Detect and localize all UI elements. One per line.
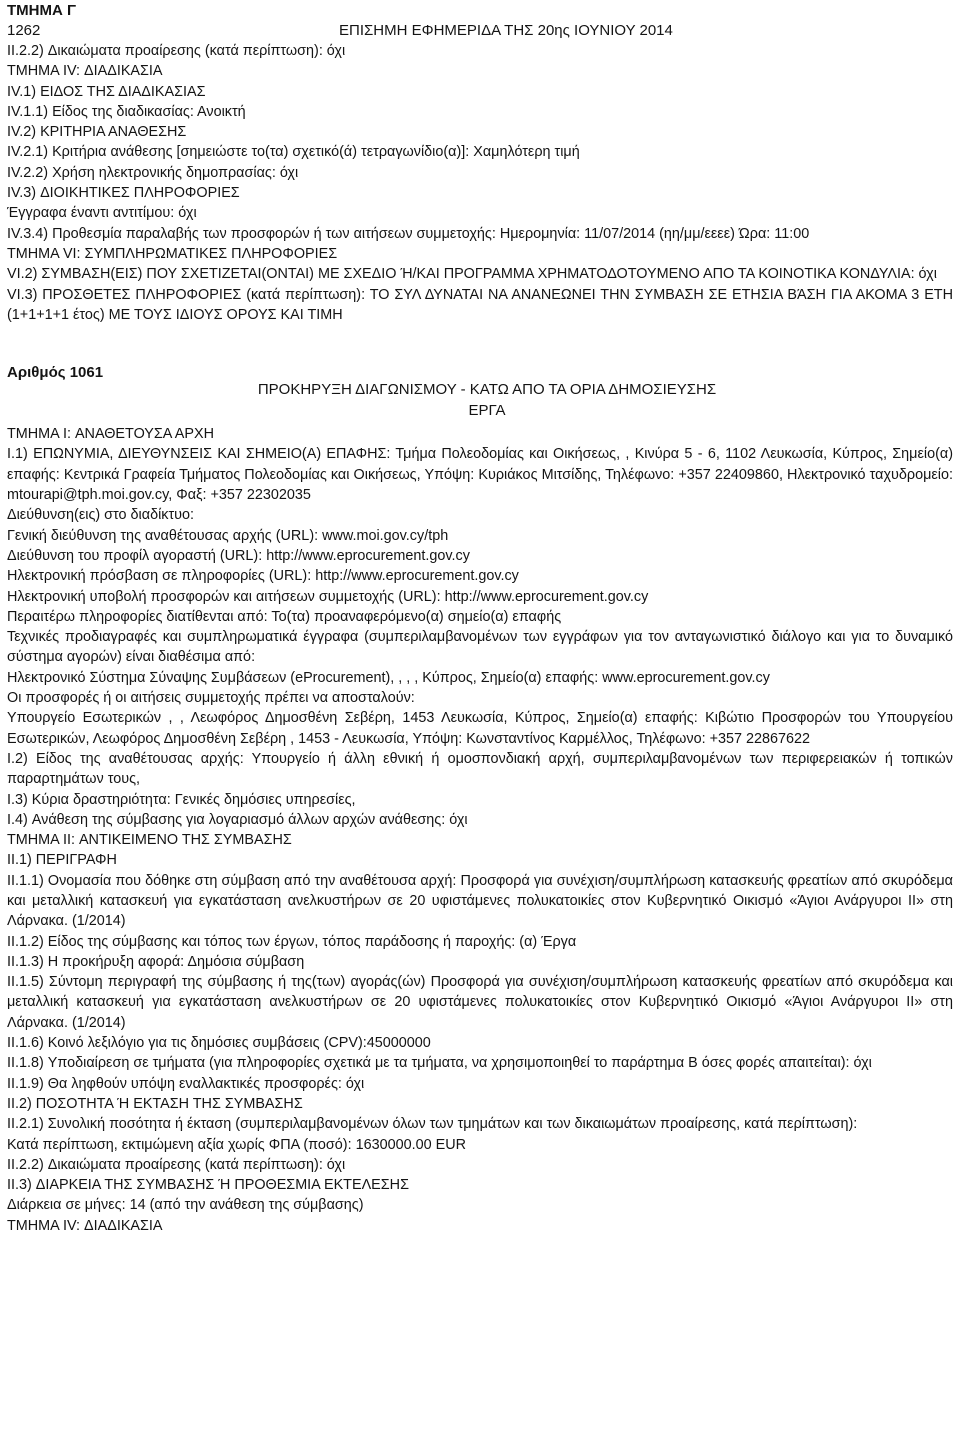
paragraph: I.2) Είδος της αναθέτουσας αρχής: Υπουργείο ή άλλη εθνική ή ομοσπονδιακή αρχή, συμπεριλαμβανομένων των περιφερειακών ή τοπικών παραρτημάτων τους, xyxy=(7,750,953,788)
paragraph: Περαιτέρω πληροφορίες διατίθενται από: Το(τα) προαναφερόμενο(α) σημείο(α) επαφής xyxy=(7,608,562,625)
paragraph: Ηλεκτρονική πρόσβαση σε πληροφορίες (URL): http://www.eprocurement.gov.cy xyxy=(7,568,519,585)
notice-number: Αριθμός 1061 xyxy=(7,364,104,382)
paragraph: Ηλεκτρονική υποβολή προσφορών και αιτήσεων συμμετοχής (URL): http://www.eprocurement.gov.cy xyxy=(7,588,649,605)
section-heading: ΤΜΗΜΑ I: ΑΝΑΘΕΤΟΥΣΑ ΑΡΧΗ xyxy=(7,426,214,443)
notice-header xyxy=(7,363,953,420)
document-body xyxy=(7,41,953,1236)
paragraph: IV.1.1) Είδος της διαδικασίας: Ανοικτή xyxy=(7,103,246,120)
section-heading: ΤΜΗΜΑ IV: ΔΙΑΔΙΚΑΣΙΑ xyxy=(7,63,163,80)
gazette-title: ΕΠΙΣΗΜΗ ΕΦΗΜΕΡΙΔΑ ΤΗΣ 20ης ΙΟΥΝΙΟΥ 2014 xyxy=(339,22,673,39)
paragraph: II.1.9) Θα ληφθούν υπόψη εναλλακτικές προσφορές: όχι xyxy=(7,1075,365,1092)
paragraph: II.2) ΠΟΣΟΤΗΤΑ Ή ΕΚΤΑΣΗ ΤΗΣ ΣΥΜΒΑΣΗΣ xyxy=(7,1095,303,1112)
paragraph: IV.2) ΚΡΙΤΗΡΙΑ ΑΝΑΘΕΣΗΣ xyxy=(7,124,187,141)
paragraph: II.1.8) Υποδιαίρεση σε τμήματα (για πληροφορίες σχετικά με τα τμήματα, να χρησιμοποιηθεί το παράρτημα Β όσες φορές απαιτείται): όχι xyxy=(7,1055,872,1072)
paragraph: Διεύθυνση του προφίλ αγοραστή (URL): http://www.eprocurement.gov.cy xyxy=(7,547,470,564)
paragraph: I.4) Ανάθεση της σύμβασης για λογαριασμό άλλων αρχών ανάθεσης: όχι xyxy=(7,811,468,828)
paragraph: Γενική διεύθυνση της αναθέτουσας αρχής (URL): www.moi.gov.cy/tph xyxy=(7,527,449,544)
paragraph: IV.3) ΔΙΟΙΚΗΤΙΚΕΣ ΠΛΗΡΟΦΟΡΙΕΣ xyxy=(7,185,240,202)
paragraph: Διάρκεια σε μήνες: 14 (από την ανάθεση της σύμβασης) xyxy=(7,1197,364,1214)
paragraph: Οι προσφορές ή οι αιτήσεις συμμετοχής πρέπει να αποσταλούν: xyxy=(7,690,415,707)
paragraph: Ηλεκτρονικό Σύστημα Σύναψης Συμβάσεων (eProcurement), , , , Κύπρος, Σημείο(α) επαφής: www.eprocurement.gov.cy xyxy=(7,669,770,686)
paragraph: II.1.5) Σύντομη περιγραφή της σύμβασης ή της(των) αγοράς(ών) Προσφορά για συνέχιση/συμπλήρωση κατασκευής φρεατίων από σκυρόδεμα και μεταλλική κατασκευή για εγκατάσταση ανελκυστήρων σε 20 υφιστάμενες πολυκατοικίες στον Κυβερνητικό Οικισμό «Άγιοι Ανάργυροι ΙΙ» στη Λάρνακα. (1/2014) xyxy=(7,974,953,1031)
paragraph: IV.2.1) Κριτήρια ανάθεσης [σημειώστε το(τα) σχετικό(ά) τετραγωνίδιο(α)]: Χαμηλότερη τιμή xyxy=(7,144,580,161)
paragraph: Τεχνικές προδιαγραφές και συμπληρωματικά έγγραφα (συμπεριλαμβανομένων των εγγράφων για τον ανταγωνιστικό διάλογο και για το δυναμικό σύστημα αγορών) είναι διαθέσιμα από: xyxy=(7,629,953,666)
paragraph: Υπουργείο Εσωτερικών , , Λεωφόρος Δημοσθένη Σεβέρη, 1453 Λευκωσία, Κύπρος, Σημείο(α) επαφής: Κιβώτιο Προσφορών του Υπουργείου Εσωτερικών, Λεωφόρος Δημοσθένη Σεβέρη , 1453 - Λευκωσία, Υπόψη: Κωνσταντίνος Καρμέλλος, Τηλέφωνο: +357 22867622 xyxy=(7,710,953,747)
paragraph: II.1.1) Ονομασία που δόθηκε στη σύμβαση από την αναθέτουσα αρχή: Προσφορά για συνέχιση/συμπλήρωση κατασκευής φρεατίων από σκυρόδεμα και μεταλλική κατασκευή για εγκατάσταση ανελκυστήρων σε 20 υφιστάμενες πολυκατοικίες στον Κυβερνητικό Οικισμό «Άγιοι Ανάργυροι ΙΙ» στη Λάρνακα. (1/2014) xyxy=(7,872,953,930)
section-heading: ΤΜΗΜΑ VI: ΣΥΜΠΛΗΡΩΜΑΤΙΚΕΣ ΠΛΗΡΟΦΟΡΙΕΣ xyxy=(7,245,338,262)
paragraph: I.1) ΕΠΩΝΥΜΙΑ, ΔΙΕΥΘΥΝΣΕΙΣ ΚΑΙ ΣΗΜΕΙΟ(Α) ΕΠΑΦΗΣ: Τμήμα Πολεοδομίας και Οικήσεως, , Κινύρα 5 - 6, 1102 Λευκωσία, Κύπρος, Σημείο(α) επαφής: Κεντρικά Γραφεία Τμήματος Πολεοδομίας και Οικήσεως, Υπόψη: Κυριάκος Μιτσίδης, Τηλέφωνο: +357 22409860, Ηλεκτρονικό ταχυδρομείο: mtourapi@tph.moi.gov.cy, Φαξ: +357 22302035 xyxy=(7,446,953,504)
paragraph: Διεύθυνση(εις) στο διαδίκτυο: xyxy=(7,507,195,524)
paragraph: II.1.2) Είδος της σύμβασης και τόπος των έργων, τόπος παράδοσης ή παροχής: (α) Έργα xyxy=(7,933,577,950)
paragraph: Κατά περίπτωση, εκτιμώμενη αξία χωρίς ΦΠΑ (ποσό): 1630000.00 EUR xyxy=(7,1136,466,1153)
paragraph: II.1.6) Κοινό λεξιλόγιο για τις δημόσιες συμβάσεις (CPV):45000000 xyxy=(7,1035,431,1052)
section-heading: ΤΜΗΜΑ IV: ΔΙΑΔΙΚΑΣΙΑ xyxy=(7,1217,163,1234)
paragraph: II.2.1) Συνολική ποσότητα ή έκταση (συμπεριλαμβανομένων όλων των τμημάτων και των δικαιωμάτων προαίρεσης, κατά περίπτωση): xyxy=(7,1116,858,1133)
page-number: 1262 xyxy=(7,22,41,39)
section-label: ΤΜΗΜΑ Γ xyxy=(7,2,77,19)
previous-notice-tail xyxy=(7,41,953,325)
paragraph: VI.2) ΣΥΜΒΑΣΗ(ΕΙΣ) ΠΟΥ ΣΧΕΤΙΖΕΤΑΙ(ΟΝΤΑΙ) ΜΕ ΣΧΕΔΙΟ Ή/ΚΑΙ ΠΡΟΓΡΑΜΜΑ ΧΡΗΜΑΤΟΔΟΤΟΥΜΕΝΟ ΑΠΟ ΤΑ ΚΟΙΝΟΤΙΚΑ ΚΟΝΔΥΛΙΑ: όχι xyxy=(7,266,937,283)
paragraph: I.3) Κύρια δραστηριότητα: Γενικές δημόσιες υπηρεσίες, xyxy=(7,791,356,808)
paragraph: IV.1) ΕΙΔΟΣ ΤΗΣ ΔΙΑΔΙΚΑΣΙΑΣ xyxy=(7,83,206,100)
paragraph: VI.3) ΠΡΟΣΘΕΤΕΣ ΠΛΗΡΟΦΟΡΙΕΣ (κατά περίπτωση): ΤΟ ΣΥΛ ΔΥΝΑΤΑΙ ΝΑ ΑΝΑΝΕΩΝΕΙ ΤΗΝ ΣΥΜΒΑΣΗ ΣΕ ΕΤΗΣΙΑ ΒΆΣΗ ΓΙΑ ΑΚΟΜΑ 3 ΕΤΗ (1+1+1+1 έτος) ΜΕ ΤΟΥΣ ΙΔΙΟΥΣ ΟΡΟΥΣ ΚΑΙ ΤΙΜΗ xyxy=(7,286,953,323)
paragraph: II.3) ΔΙΑΡΚΕΙΑ ΤΗΣ ΣΥΜΒΑΣΗΣ Ή ΠΡΟΘΕΣΜΙΑ ΕΚΤΕΛΕΣΗΣ xyxy=(7,1177,409,1194)
notice-title-line: ΠΡΟΚΗΡΥΞΗ ΔΙΑΓΩΝΙΣΜΟΥ - ΚΑΤΩ ΑΠΟ ΤΑ ΟΡΙΑ ΔΗΜΟΣΙΕΥΣΗΣ xyxy=(257,381,717,399)
paragraph: II.1.3) Η προκήρυξη αφορά: Δημόσια σύμβαση xyxy=(7,953,305,970)
paragraph: IV.2.2) Χρήση ηλεκτρονικής δημοπρασίας: όχι xyxy=(7,164,299,181)
paragraph: IV.3.4) Προθεσμία παραλαβής των προσφορών ή των αιτήσεων συμμετοχής: Ημερομηνία: 11/07/2014 (ηη/μμ/εεεε) Ώρα: 11:00 xyxy=(7,225,810,242)
paragraph: II.1) ΠΕΡΙΓΡΑΦΗ xyxy=(7,852,117,869)
paragraph: II.2.2) Δικαιώματα προαίρεσης (κατά περίπτωση): όχι xyxy=(7,43,346,59)
section-heading: ΤΜΗΜΑ II: ΑΝΤΙΚΕΙΜΕΝΟ ΤΗΣ ΣΥΜΒΑΣΗΣ xyxy=(7,832,292,849)
paragraph: Έγγραφα έναντι αντιτίμου: όχι xyxy=(7,205,197,222)
paragraph: II.2.2) Δικαιώματα προαίρεσης (κατά περίπτωση): όχι xyxy=(7,1156,346,1173)
notice-title-line: ΕΡΓΑ xyxy=(468,402,506,420)
notice-title xyxy=(207,379,767,421)
notice-body xyxy=(7,424,953,1236)
